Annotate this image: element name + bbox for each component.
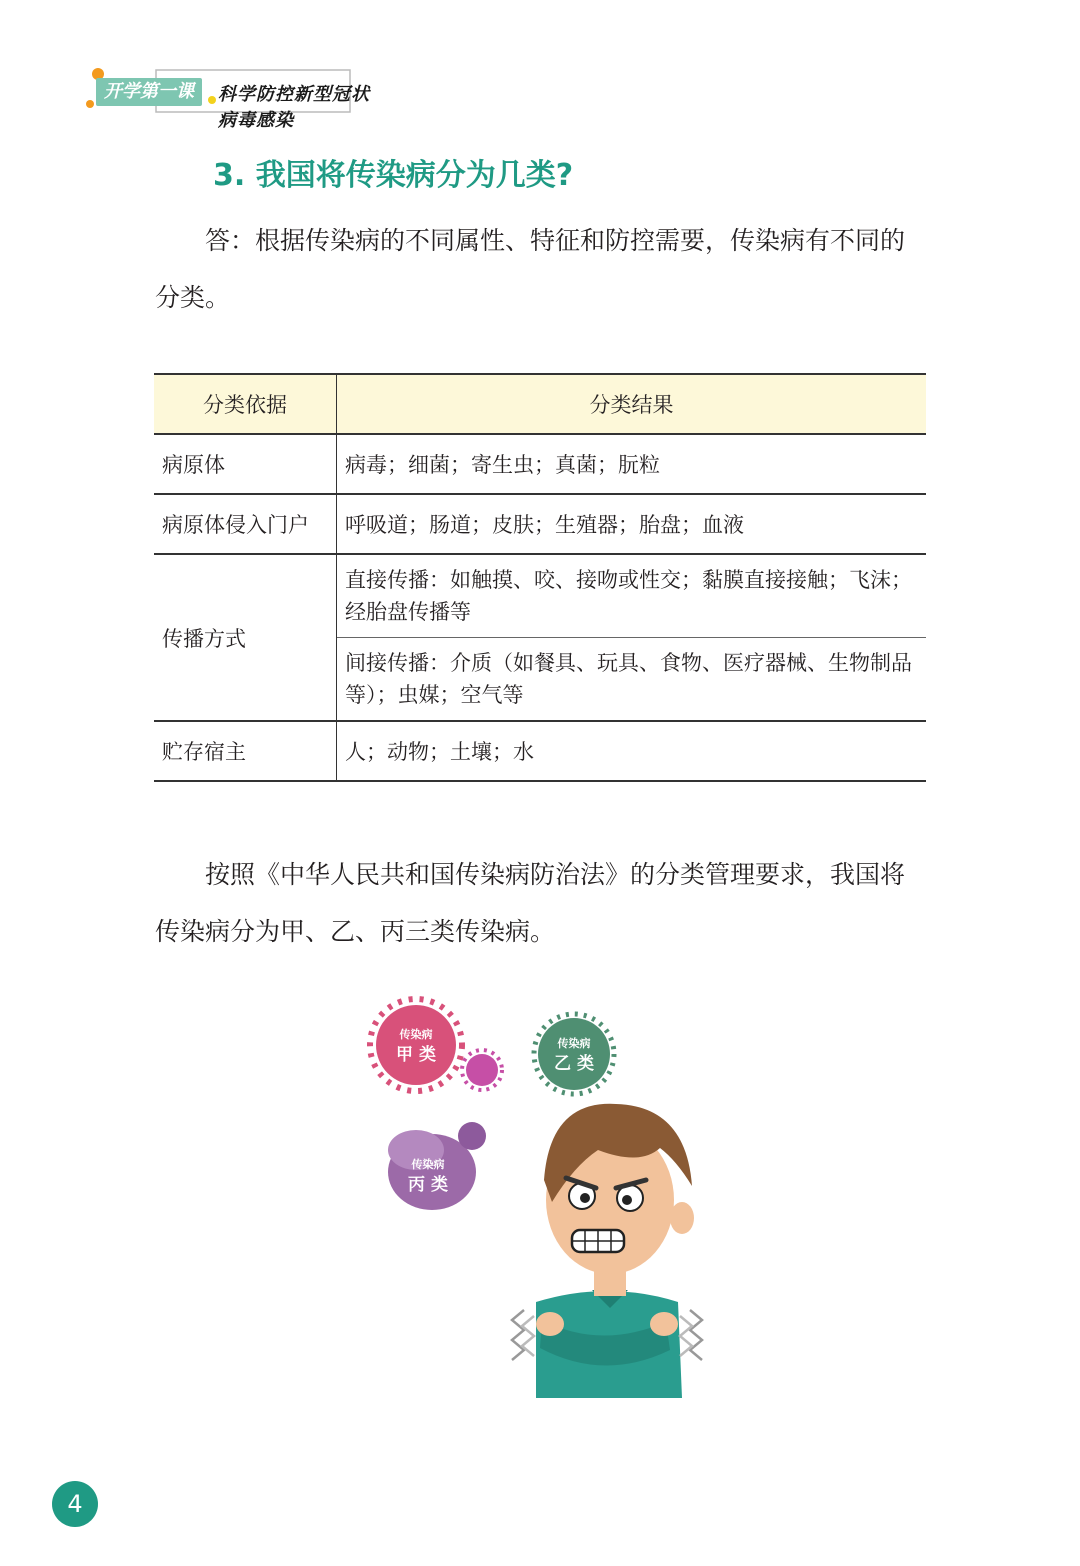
header-basis: 分类依据 [154,374,337,434]
row-basis: 病原体 [154,434,337,494]
table-header-row [154,374,926,434]
table-row [154,721,926,781]
row-result: 病毒；细菌；寄生虫；真菌；朊粒 [337,434,927,494]
row-basis: 贮存宿主 [154,721,337,781]
virus-b-label: 传染病 [557,1037,591,1050]
row-basis: 病原体侵入门户 [154,494,337,554]
section-heading: 3. 我国将传染病分为几类? [213,158,574,193]
table-row [154,434,926,494]
conclusion-paragraph: 按照《中华人民共和国传染病防治法》的分类管理要求，我国将传染病分为甲、乙、丙三类传染病。 [155,860,906,946]
header-result: 分类结果 [337,374,927,434]
classification-table [154,373,926,782]
running-header [80,64,380,131]
worried-boy-illustration [360,990,720,1402]
row-basis: 传播方式 [154,554,337,721]
header-brand: 开学第一课 [96,78,202,106]
virus-a-class: 甲 类 [396,1045,436,1065]
header-subtitle: 科学防控新型冠状病毒感染 [218,84,370,131]
table-row [154,554,926,638]
virus-a-icon [370,999,502,1091]
row-result: 呼吸道；肠道；皮肤；生殖器；胎盘；血液 [337,494,927,554]
virus-a-label: 传染病 [399,1028,433,1041]
table-row [154,494,926,554]
virus-c-class: 丙 类 [408,1175,448,1195]
virus-b-class: 乙 类 [554,1054,594,1074]
row-result: 间接传播：介质（如餐具、玩具、食物、医疗器械、生物制品等）；虫媒；空气等 [337,638,927,722]
boy-figure [512,1104,702,1398]
answer-paragraph: 答：根据传染病的不同属性、特征和防控需要，传染病有不同的分类。 [155,226,906,312]
page-number: 4 [52,1481,98,1527]
virus-c-label: 传染病 [411,1158,445,1171]
row-result: 人；动物；土壤；水 [337,721,927,781]
row-result: 直接传播：如触摸、咬、接吻或性交；黏膜直接接触；飞沫；经胎盘传播等 [337,554,927,638]
